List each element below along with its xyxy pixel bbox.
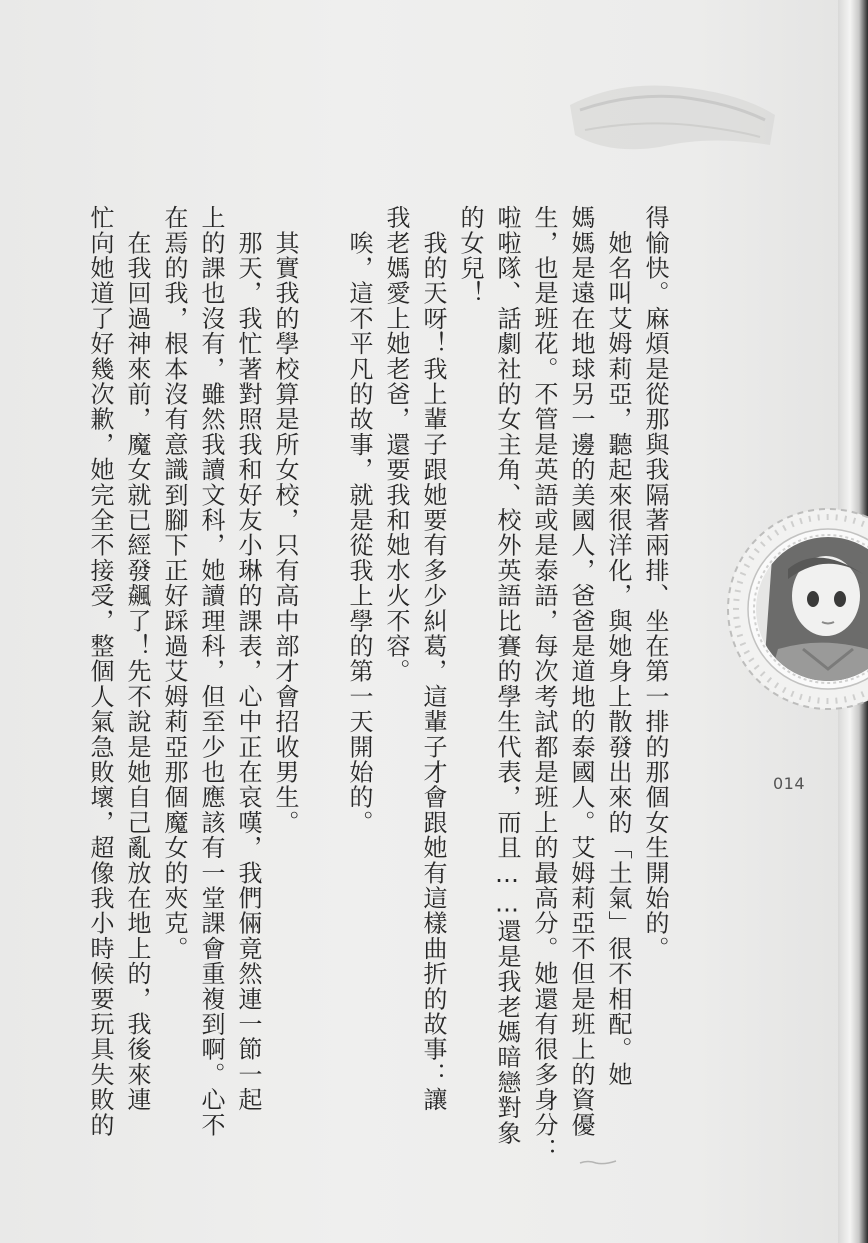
vertical-text-body — [70, 205, 670, 1163]
text-column: 她名叫艾姆莉亞，聽起來很洋化，與她身上散發出來的「土氣」很不相配。她 — [604, 205, 632, 1087]
text-column: 在我回過神來前，魔女就已經發飆了！先不說是她自己亂放在地上的，我後來連 — [123, 205, 151, 1113]
text-column: 唉，這不平凡的故事，就是從我上學的第一天開始的。 — [345, 205, 373, 835]
character-medallion — [718, 484, 868, 754]
text-column: 在焉的我，根本沒有意識到腳下正好踩過艾姆莉亞那個魔女的夾克。 — [160, 205, 188, 961]
text-column: 得愉快。麻煩是從那與我隔著兩排、坐在第一排的那個女生開始的。 — [641, 205, 669, 961]
text-column: 媽媽是遠在地球另一邊的美國人，爸爸是道地的泰國人。艾姆莉亞不但是班上的資優 — [567, 205, 595, 1138]
text-column: 我老媽愛上她老爸，還要我和她水火不容。 — [382, 205, 410, 684]
text-column: 那天，我忙著對照我和好友小琳的課表，心中正在哀嘆，我們倆竟然連一節一起 — [234, 205, 262, 1113]
text-column: 我的天呀！我上輩子跟她要有多少糾葛，這輩子才會跟她有這樣曲折的故事：讓 — [419, 205, 447, 1113]
header-ornament — [560, 75, 785, 165]
text-column: 忙向她道了好幾次歉，她完全不接受，整個人氣急敗壞，超像我小時候要玩具失敗的 — [86, 205, 114, 1138]
text-column: 的女兒！ — [456, 205, 484, 306]
page-number: 014 — [773, 774, 806, 793]
text-column: 其實我的學校算是所女校，只有高中部才會招收男生。 — [271, 205, 299, 835]
text-column: 上的課也沒有，雖然我讀文科，她讀理科，但至少也應該有一堂課會重複到啊。心不 — [197, 205, 225, 1138]
text-column: 生，也是班花。不管是英語或是泰語，每次考試都是班上的最高分。她還有很多身分： — [530, 205, 558, 1163]
footer-smudge — [578, 1158, 618, 1166]
text-column: 啦啦隊、話劇社的女主角、校外英語比賽的學生代表，而且……還是我老媽暗戀對象 — [493, 205, 521, 1146]
